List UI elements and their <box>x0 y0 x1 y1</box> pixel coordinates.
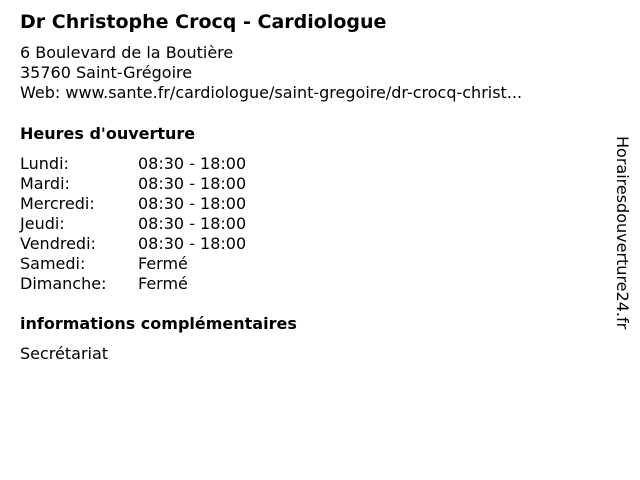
day-label: Vendredi: <box>20 234 96 253</box>
day-label: Mardi: <box>20 174 70 193</box>
day-label: Lundi: <box>20 154 69 173</box>
day-hours: Fermé <box>138 274 188 293</box>
day-hours: 08:30 - 18:00 <box>138 234 247 253</box>
day-label: Mercredi: <box>20 194 95 213</box>
day-label: Samedi: <box>20 254 86 273</box>
address-street: 6 Boulevard de la Boutière <box>20 43 234 62</box>
day-hours: 08:30 - 18:00 <box>138 194 247 213</box>
address-block <box>20 43 522 103</box>
additional-info-text: Secrétariat <box>20 344 109 363</box>
site-watermark: Horairesdouverture24.fr <box>613 136 632 330</box>
address-web-link[interactable]: Web: www.sante.fr/cardiologue/saint-gregoire/dr-crocq-christ... <box>20 83 523 102</box>
day-hours: 08:30 - 18:00 <box>138 214 247 233</box>
address-city: 35760 Saint-Grégoire <box>20 63 193 82</box>
day-label: Jeudi: <box>20 214 65 233</box>
day-label: Dimanche: <box>20 274 107 293</box>
day-hours: 08:30 - 18:00 <box>138 154 247 173</box>
page-title: Dr Christophe Crocq - Cardiologue <box>20 11 387 33</box>
additional-info-heading: informations complémentaires <box>20 314 297 333</box>
day-hours: Fermé <box>138 254 188 273</box>
day-hours: 08:30 - 18:00 <box>138 174 247 193</box>
opening-hours-heading: Heures d'ouverture <box>20 124 196 143</box>
